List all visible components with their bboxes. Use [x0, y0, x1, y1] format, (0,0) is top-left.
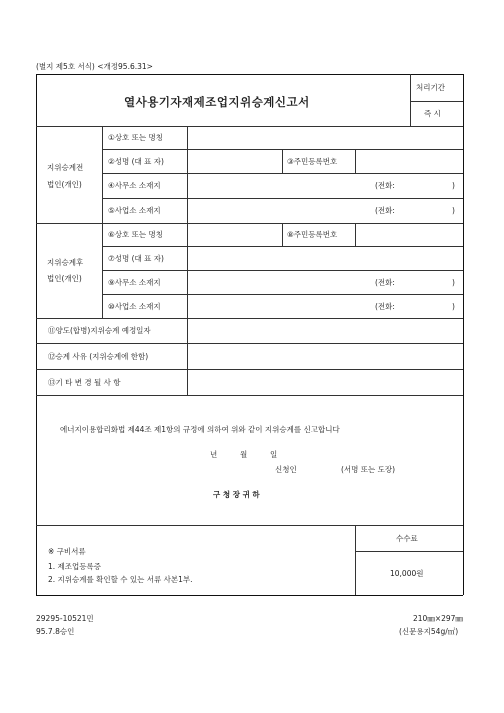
after-name-field[interactable] [189, 225, 280, 244]
before-site-phone-close: ) [452, 206, 455, 215]
after-office-field[interactable] [189, 272, 369, 292]
before-representative-field[interactable] [189, 151, 280, 171]
date-month-label: 월 [240, 450, 248, 459]
other-changes-label: ⑬기 타 변 경 될 사 항 [48, 378, 121, 387]
after-resident-no-label: ⑧주민등록번호 [287, 230, 338, 239]
before-office-phone-close: ) [452, 181, 455, 190]
transfer-date-field[interactable] [189, 320, 461, 341]
after-office-phone: (전화: [375, 278, 395, 287]
after-name-label: ⑥상호 또는 명칭 [108, 230, 163, 239]
section-after-label-1: 지위승계후 [47, 258, 84, 267]
signature-label: (서명 또는 도장) [341, 465, 396, 474]
after-representative-field[interactable] [189, 248, 461, 268]
after-site-phone: (전화: [375, 302, 395, 311]
date-year-label: 년 [210, 450, 218, 459]
before-site-field[interactable] [189, 200, 369, 221]
section-after-label-2: 법인(개인) [47, 274, 82, 283]
transfer-reason-field[interactable] [189, 345, 461, 367]
required-docs-title: ※ 구비서류 [48, 547, 86, 556]
after-site-label: ⑩사업소 소재지 [108, 302, 161, 311]
after-office-phone-close: ) [452, 278, 455, 287]
footer-approval: 95.7.8승인 [36, 627, 75, 636]
applicant-name-field[interactable] [302, 462, 338, 476]
footer-form-code: 29295-10521민 [36, 614, 94, 623]
before-resident-no-field[interactable] [357, 151, 461, 171]
section-before-label-2: 법인(개인) [47, 180, 82, 189]
before-office-label: ④사무소 소재지 [108, 181, 161, 190]
required-doc-item-1: 1. 제조업등록증 [48, 562, 102, 571]
before-office-field[interactable] [189, 175, 369, 196]
other-changes-field[interactable] [189, 371, 461, 393]
after-representative-label: ⑦성명 (대 표 자) [108, 254, 164, 263]
after-site-phone-close: ) [452, 302, 455, 311]
fee-value: 10,000원 [390, 569, 424, 578]
before-site-label: ⑤사업소 소재지 [108, 206, 161, 215]
required-doc-item-2: 2. 지위승계를 확인할 수 있는 서류 사본1부. [48, 575, 193, 584]
after-office-label: ⑨사무소 소재지 [108, 278, 161, 287]
processing-period-label: 처리기간 [416, 83, 445, 92]
after-resident-no-field[interactable] [357, 225, 461, 244]
after-site-field[interactable] [189, 296, 369, 316]
before-representative-label: ②성명 (대 표 자) [108, 157, 164, 166]
form-title: 열사용기자재제조업지위승계신고서 [124, 95, 310, 109]
applicant-label: 신청인 [275, 465, 297, 474]
addressee-label: 구 청 장 귀 하 [213, 490, 260, 499]
footer-paper-type: (신문용지54g/㎡) [399, 627, 459, 636]
transfer-date-label: ⑪양도(합병)지위승계 예정일자 [48, 326, 151, 335]
form-header-note: (별지 제5호 서식) <개정95.6.31> [36, 62, 153, 71]
processing-period-value: 즉 시 [424, 109, 441, 118]
transfer-reason-label: ⑫승계 사유 (지위승계에 한함) [48, 352, 149, 361]
footer-paper-size: 210㎜×297㎜ [413, 614, 463, 623]
section-before-label-1: 지위승계전 [47, 163, 84, 172]
fee-label: 수수료 [396, 534, 418, 543]
before-office-phone: (전화: [375, 181, 395, 190]
before-site-phone: (전화: [375, 206, 395, 215]
before-name-label: ①상호 또는 명칭 [108, 133, 163, 142]
date-day-label: 일 [270, 450, 278, 459]
before-name-field[interactable] [189, 128, 461, 147]
declaration-text: 에너지이용합리화법 제44조 제1항의 규정에 의하여 위와 같이 지위승계를 신고합니다 [60, 425, 340, 434]
before-resident-no-label: ③주민등록번호 [287, 157, 338, 166]
